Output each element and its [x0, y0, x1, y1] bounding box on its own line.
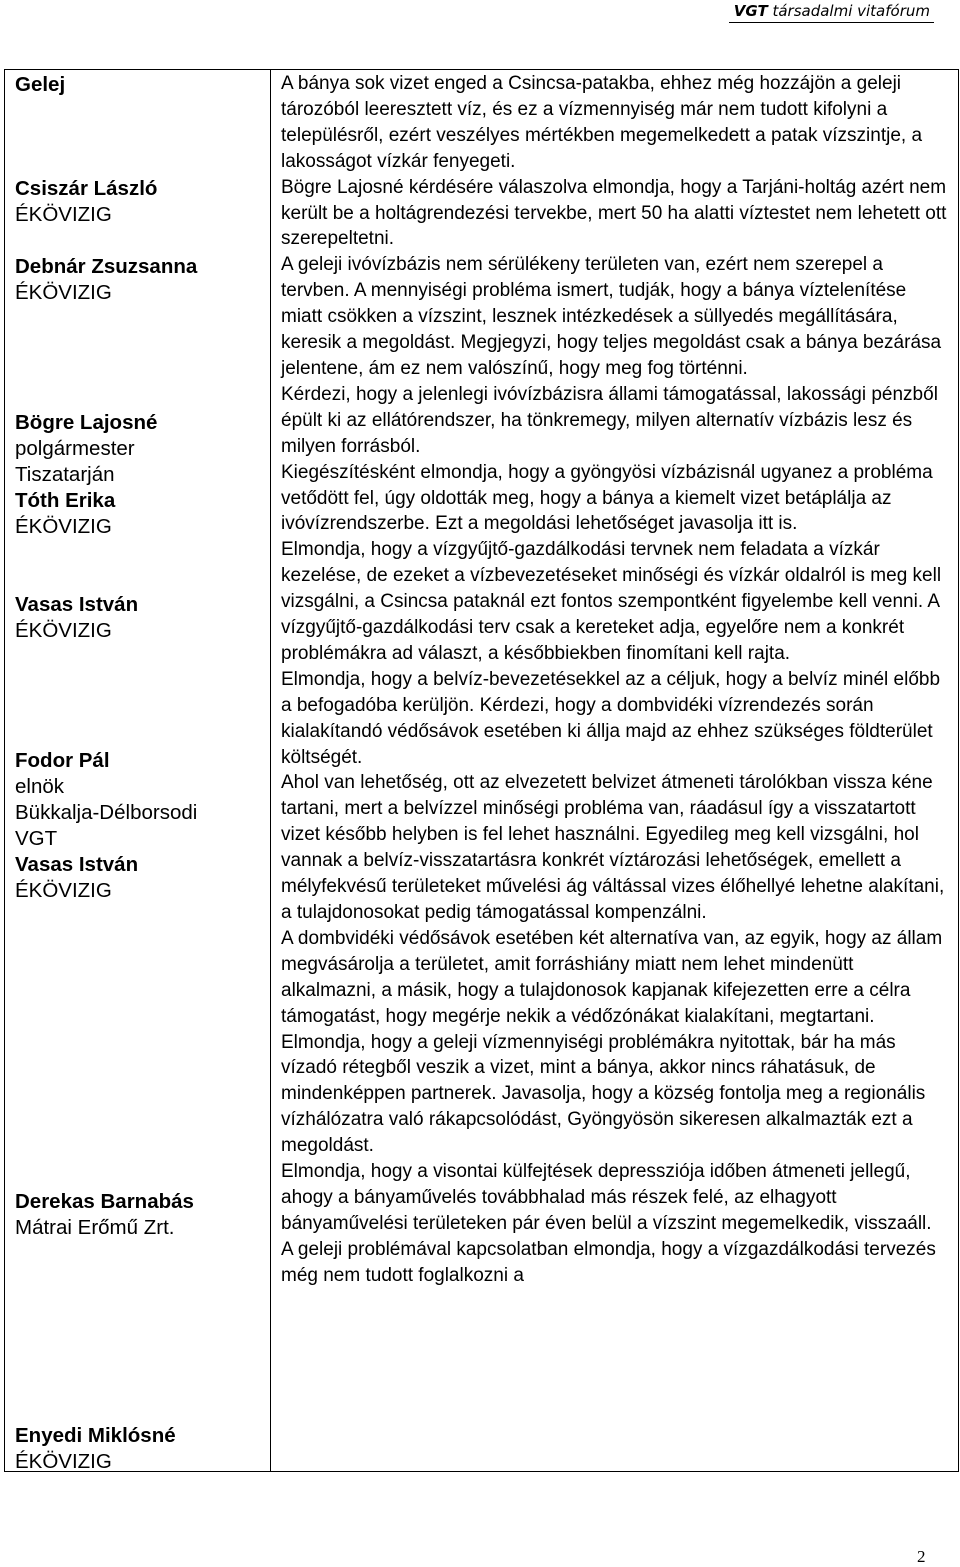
speaker-entry — [15, 1189, 194, 1241]
statement-column — [281, 70, 951, 1289]
speaker-location: Gelej — [15, 73, 66, 96]
speaker-name: Vasas István — [15, 593, 139, 616]
speaker-affiliation: ÉKÖVIZIG — [15, 879, 112, 902]
speaker-affiliation: Bükkalja-Délborsodi — [15, 801, 198, 824]
speaker-affiliation: ÉKÖVIZIG — [15, 515, 112, 538]
speaker-title: polgármester — [15, 437, 135, 460]
speaker-entry — [15, 1423, 176, 1475]
transcript-table — [4, 69, 959, 1472]
page-header — [0, 0, 960, 30]
speaker-name: Debnár Zsuzsanna — [15, 255, 198, 278]
header-rule — [729, 22, 934, 23]
column-divider — [270, 70, 271, 1471]
speaker-name: Derekas Barnabás — [15, 1190, 194, 1213]
speaker-column — [5, 70, 270, 1471]
speaker-entry — [15, 852, 138, 904]
speaker-entry — [15, 72, 65, 98]
speaker-affiliation: ÉKÖVIZIG — [15, 281, 112, 304]
header-title-rest: társadalmi vitafórum — [767, 2, 930, 20]
speaker-entry — [15, 592, 138, 644]
statement-paragraph: A bánya sok vizet enged a Csincsa-patakba, ehhez még hozzájön a geleji tározóból leeresztett víz, és ez a vízmennyiség már nem tudott kifolyni a településről, ezért veszélyes mértékben megemelkedett a patak vízszintje, a lakosságot vízkár fenyegeti. — [281, 73, 923, 172]
speaker-affiliation: VGT — [15, 827, 58, 850]
speaker-entry — [15, 488, 115, 540]
speaker-affiliation: Mátrai Erőmű Zrt. — [15, 1216, 175, 1239]
statement-paragraph: Elmondja, hogy a geleji vízmennyiségi problémákra nyitottak, bár ha más vízadó rétegből veszik a vizet, mint a bánya, akkor nincs ráhatásuk, de mindenképpen partnerek. Javasolja, hogy a község fontolja meg a regionális vízhálózatra való rákapcsolódást, Gyöngyösön sikeresen alkalmazták ezt a megoldást. — [281, 1031, 926, 1157]
statement-paragraph: Elmondja, hogy a vízgyűjtő-gazdálkodási tervnek nem feladata a vízkár kezelése, de ezeket a vízbevezetéseket minőségi és vízkár oldalról is meg kell vizsgálni, a Csincsa pataknál ezt fontos szempontként figyelembe kell venni. A vízgyűjtő-gazdálkodási terv csak a kereteket adja, egyelőre nem a konkrét problémákra ad választ, a későbbiekben finomítani kell rajta. — [281, 539, 942, 664]
speaker-name: Csiszár László — [15, 177, 158, 200]
speaker-name: Bögre Lajosné — [15, 411, 158, 434]
speaker-name: Enyedi Miklósné — [15, 1424, 176, 1447]
speaker-name: Tóth Erika — [15, 489, 116, 512]
speaker-entry — [15, 748, 197, 852]
speaker-affiliation: ÉKÖVIZIG — [15, 619, 112, 642]
speaker-name: Vasas István — [15, 853, 139, 876]
statement-paragraph: Kérdezi, hogy a jelenlegi ivóvízbázisra állami támogatással, lakossági pénzből épült ki az ellátórendszer, ha tönkremegy, milyen alternatív vízbázis lesz és milyen forrásból. — [281, 383, 938, 457]
speaker-affiliation: ÉKÖVIZIG — [15, 203, 112, 226]
speaker-entry — [15, 254, 197, 306]
page-number: 2 — [917, 1547, 926, 1566]
statement-paragraph: A geleji problémával kapcsolatban elmondja, hogy a vízgazdálkodási tervezés még nem tudott foglalkozni a — [281, 1238, 936, 1286]
statement-paragraph: Elmondja, hogy a belvíz-bevezetésekkel az a céljuk, hogy a belvíz minél előbb a befogadóba kerüljön. Kérdezi, hogy a dombvidéki vízrendezés során kialakítandó védősávok esetében ki állja majd az ehhez szükséges földterület költségét. — [281, 668, 941, 768]
header-title — [734, 2, 930, 20]
speaker-affiliation: ÉKÖVIZIG — [15, 1450, 112, 1473]
statement-paragraph: Kiegészítésként elmondja, hogy a gyöngyösi vízbázisnál ugyanez a probléma vetődött fel, úgy oldották meg, hogy a bánya a kiemelt vizet betáplálja az ivóvízrendszerbe. Ezt a megoldási lehetőséget javasolja itt is. — [281, 461, 933, 535]
speaker-name: Fodor Pál — [15, 749, 110, 772]
speaker-entry — [15, 176, 157, 228]
statement-paragraph: Elmondja, hogy a visontai külfejtések depressziója időben átmeneti jellegű, ahogy a bányaművelés továbbhalad más részek felé, az elhagyott bányaművelési területeken pár éven belül a vízszint megemelkedik, visszaáll. — [281, 1161, 932, 1234]
speaker-affiliation: Tiszatarján — [15, 463, 115, 486]
statement-paragraph: Ahol van lehetőség, ott az elvezetett belvizet átmeneti tárolókban vissza kéne tartani, mert a belvízzel minőségi probléma van, ráadásul így a visszatartott vizet később helyben is fel lehet használni. Egyedileg meg kell vizsgálni, hol vannak a belvíz-visszatartásra konkrét víztározási lehetőségek, emellett a mélyfekvésű területeket művelési ág váltással vizes élőhellyé lehetne alakítani, a tulajdonosokat pedig támogatással kompenzálni. — [281, 772, 945, 923]
statement-paragraph: A dombvidéki védősávok esetében két alternatíva van, az egyik, hogy az állam megvásárolja a területet, amit forráshiány miatt nem lehet mindenütt alkalmazni, a másik, hogy a tulajdonosok kapjanak kifejezetten erre a célra támogatást, hogy megérje nekik a védőzónákat kialakítani, megtartani. — [281, 927, 943, 1027]
statement-paragraph: A geleji ivóvízbázis nem sérülékeny területen van, ezért nem szerepel a tervben. A mennyiségi probléma ismert, tudják, hogy a bánya víztelenítése miatt csökken a vízszint, lesznek intézkedések a süllyedés megállítására, keresik a megoldást. Megjegyzi, hogy teljes megoldást csak a bánya bezárása jelentene, ám ez nem valószínű, hogy meg fog történni. — [281, 254, 942, 379]
header-title-prefix: VGT — [733, 2, 768, 20]
speaker-title: elnök — [15, 775, 65, 798]
statement-paragraph: Bögre Lajosné kérdésére válaszolva elmondja, hogy a Tarjáni-holtág azért nem került be a holtágrendezési tervekbe, mert 50 ha alatti víztestet nem lehetett ott szerepeltetni. — [281, 176, 947, 250]
speaker-entry — [15, 410, 157, 488]
